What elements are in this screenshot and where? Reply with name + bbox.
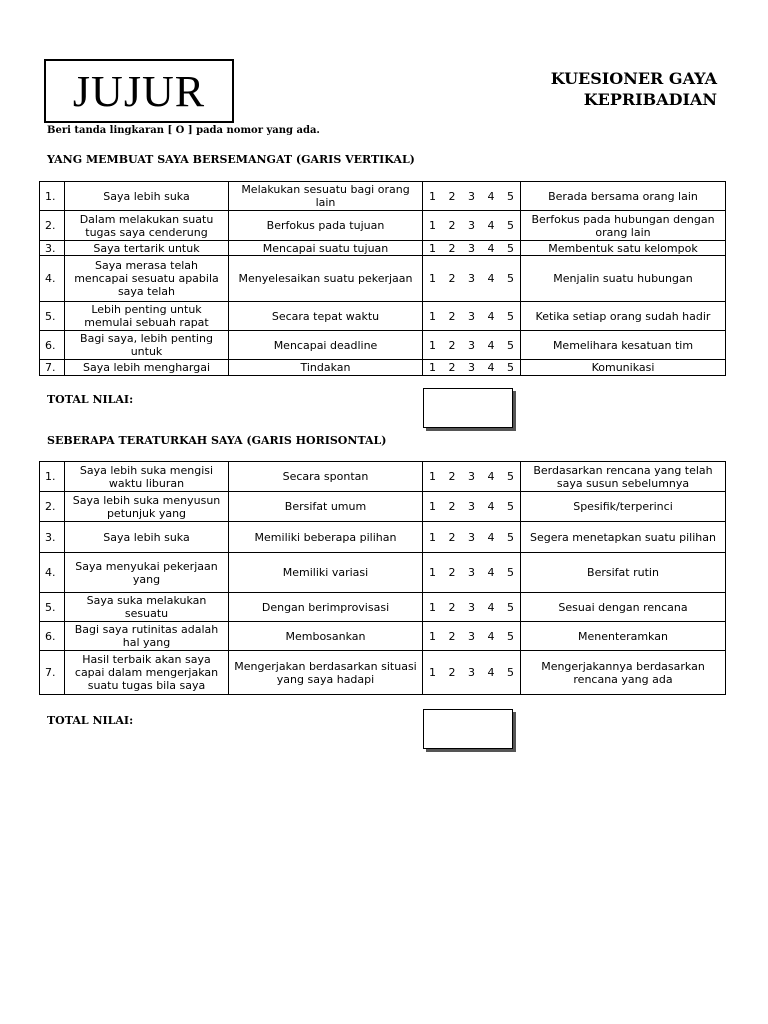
section2-heading: SEBERAPA TERATURKAH SAYA (GARIS HORISONTAL) xyxy=(47,434,387,447)
rating-scale[interactable]: 1 2 3 4 5 xyxy=(423,593,521,622)
item-number: 3. xyxy=(40,522,65,553)
rating-scale[interactable]: 1 2 3 4 5 xyxy=(423,360,521,376)
table-row xyxy=(40,302,726,331)
left-option: Mencapai deadline xyxy=(229,331,423,360)
left-option: Secara tepat waktu xyxy=(229,302,423,331)
left-option: Secara spontan xyxy=(229,462,423,492)
left-option: Dengan berimprovisasi xyxy=(229,593,423,622)
table-row xyxy=(40,553,726,593)
right-option: Ketika setiap orang sudah hadir xyxy=(521,302,726,331)
item-number: 1. xyxy=(40,182,65,211)
section1-heading: YANG MEMBUAT SAYA BERSEMANGAT (GARIS VERTIKAL) xyxy=(47,153,415,166)
item-number: 3. xyxy=(40,241,65,256)
right-option: Membentuk satu kelompok xyxy=(521,241,726,256)
right-option: Sesuai dengan rencana xyxy=(521,593,726,622)
left-option: Melakukan sesuatu bagi orang lain xyxy=(229,182,423,211)
rating-scale[interactable]: 1 2 3 4 5 xyxy=(423,256,521,302)
badge-text: JUJUR xyxy=(72,66,206,116)
item-prompt: Saya menyukai pekerjaan yang xyxy=(65,553,229,593)
table-row xyxy=(40,651,726,695)
rating-scale[interactable]: 1 2 3 4 5 xyxy=(423,492,521,522)
item-prompt: Saya merasa telah mencapai sesuatu apabila saya telah xyxy=(65,256,229,302)
left-option: Bersifat umum xyxy=(229,492,423,522)
right-option: Menenteramkan xyxy=(521,622,726,651)
left-option: Mencapai suatu tujuan xyxy=(229,241,423,256)
section2-table xyxy=(39,461,726,695)
rating-scale[interactable]: 1 2 3 4 5 xyxy=(423,651,521,695)
table-row xyxy=(40,462,726,492)
right-option: Komunikasi xyxy=(521,360,726,376)
item-number: 2. xyxy=(40,492,65,522)
left-option: Memiliki beberapa pilihan xyxy=(229,522,423,553)
item-number: 7. xyxy=(40,651,65,695)
left-option: Berfokus pada tujuan xyxy=(229,211,423,241)
table-row xyxy=(40,241,726,256)
table-row xyxy=(40,211,726,241)
item-prompt: Saya lebih suka xyxy=(65,522,229,553)
left-option: Tindakan xyxy=(229,360,423,376)
item-prompt: Dalam melakukan suatu tugas saya cenderung xyxy=(65,211,229,241)
right-option: Berada bersama orang lain xyxy=(521,182,726,211)
rating-scale[interactable]: 1 2 3 4 5 xyxy=(423,241,521,256)
rating-scale[interactable]: 1 2 3 4 5 xyxy=(423,522,521,553)
item-prompt: Saya suka melakukan sesuatu xyxy=(65,593,229,622)
section2-total-box[interactable] xyxy=(423,709,513,749)
right-option: Berfokus pada hubungan dengan orang lain xyxy=(521,211,726,241)
item-number: 5. xyxy=(40,302,65,331)
item-number: 6. xyxy=(40,331,65,360)
rating-scale[interactable]: 1 2 3 4 5 xyxy=(423,462,521,492)
item-number: 4. xyxy=(40,256,65,302)
table-row xyxy=(40,360,726,376)
section1-total-label: TOTAL NILAI: xyxy=(47,393,134,406)
table-row xyxy=(40,593,726,622)
right-option: Spesifik/terperinci xyxy=(521,492,726,522)
section1-total-box[interactable] xyxy=(423,388,513,428)
rating-scale[interactable]: 1 2 3 4 5 xyxy=(423,553,521,593)
item-prompt: Bagi saya rutinitas adalah hal yang xyxy=(65,622,229,651)
section1-table xyxy=(39,181,726,376)
item-prompt: Hasil terbaik akan saya capai dalam mengerjakan suatu tugas bila saya xyxy=(65,651,229,695)
right-option: Memelihara kesatuan tim xyxy=(521,331,726,360)
left-option: Mengerjakan berdasarkan situasi yang saya hadapi xyxy=(229,651,423,695)
item-prompt: Saya lebih menghargai xyxy=(65,360,229,376)
right-option: Segera menetapkan suatu pilihan xyxy=(521,522,726,553)
item-number: 1. xyxy=(40,462,65,492)
section2-total-label: TOTAL NILAI: xyxy=(47,714,134,727)
table-row xyxy=(40,492,726,522)
right-option: Berdasarkan rencana yang telah saya susun sebelumnya xyxy=(521,462,726,492)
item-prompt: Saya lebih suka menyusun petunjuk yang xyxy=(65,492,229,522)
title-line-1: KUESIONER GAYA xyxy=(550,69,717,88)
item-number: 6. xyxy=(40,622,65,651)
item-number: 7. xyxy=(40,360,65,376)
item-number: 2. xyxy=(40,211,65,241)
right-option: Mengerjakannya berdasarkan rencana yang ada xyxy=(521,651,726,695)
jujur-badge xyxy=(44,59,234,123)
table-row xyxy=(40,256,726,302)
rating-scale[interactable]: 1 2 3 4 5 xyxy=(423,331,521,360)
rating-scale[interactable]: 1 2 3 4 5 xyxy=(423,182,521,211)
rating-scale[interactable]: 1 2 3 4 5 xyxy=(423,622,521,651)
right-option: Bersifat rutin xyxy=(521,553,726,593)
item-number: 5. xyxy=(40,593,65,622)
title-line-2: KEPRIBADIAN xyxy=(583,90,717,109)
table-row xyxy=(40,331,726,360)
rating-scale[interactable]: 1 2 3 4 5 xyxy=(423,211,521,241)
item-prompt: Saya lebih suka xyxy=(65,182,229,211)
item-prompt: Saya tertarik untuk xyxy=(65,241,229,256)
item-number: 4. xyxy=(40,553,65,593)
instruction-text: Beri tanda lingkaran [ O ] pada nomor yang ada. xyxy=(47,125,320,136)
left-option: Menyelesaikan suatu pekerjaan xyxy=(229,256,423,302)
rating-scale[interactable]: 1 2 3 4 5 xyxy=(423,302,521,331)
table-row xyxy=(40,622,726,651)
table-row xyxy=(40,522,726,553)
item-prompt: Lebih penting untuk memulai sebuah rapat xyxy=(65,302,229,331)
right-option: Menjalin suatu hubungan xyxy=(521,256,726,302)
item-prompt: Bagi saya, lebih penting untuk xyxy=(65,331,229,360)
left-option: Membosankan xyxy=(229,622,423,651)
item-prompt: Saya lebih suka mengisi waktu liburan xyxy=(65,462,229,492)
table-row xyxy=(40,182,726,211)
left-option: Memiliki variasi xyxy=(229,553,423,593)
page-title xyxy=(551,68,717,110)
